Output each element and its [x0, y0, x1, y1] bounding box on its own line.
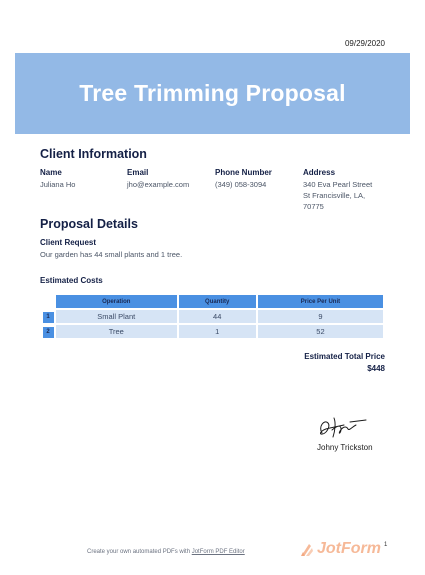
- total-price-value: $448: [367, 364, 385, 373]
- row-number-badge: 1: [43, 312, 54, 323]
- operation-cell: Tree: [56, 325, 177, 338]
- client-info-heading: Client Information: [40, 147, 147, 161]
- costs-header-row: [42, 295, 383, 308]
- jotform-logo-icon: [300, 541, 314, 557]
- quantity-cell: 44: [179, 310, 256, 323]
- price-cell: 52: [258, 325, 383, 338]
- email-label: Email: [127, 168, 149, 177]
- quantity-header: Quantity: [179, 295, 256, 308]
- signature-image: [314, 413, 374, 441]
- signer-name: Johny Trickston: [317, 443, 373, 452]
- price-cell: 9: [258, 310, 383, 323]
- operation-header: Operation: [56, 295, 177, 308]
- quantity-cell: 1: [179, 325, 256, 338]
- footer-caption: Create your own automated PDFs with: [87, 549, 192, 555]
- address-value: 340 Eva Pearl Street St Francisville, LA, 70775: [303, 180, 373, 211]
- page-number: 1: [384, 542, 388, 548]
- jotform-logo-text: JotForm: [317, 540, 381, 557]
- name-label: Name: [40, 168, 62, 177]
- price-header: Price Per Unit: [258, 295, 383, 308]
- total-price-label: Estimated Total Price: [304, 352, 385, 361]
- table-row: [42, 325, 383, 338]
- footer-text: [87, 549, 245, 555]
- table-row: [42, 310, 383, 323]
- row-number-badge: 2: [43, 327, 54, 338]
- estimated-costs-heading: Estimated Costs: [40, 276, 103, 285]
- client-request-label: Client Request: [40, 238, 97, 247]
- name-value: Juliana Ho: [40, 180, 76, 189]
- email-value: jho@example.com: [127, 180, 190, 189]
- document-date: 09/29/2020: [344, 39, 385, 48]
- client-request-text: Our garden has 44 small plants and 1 tree.: [40, 250, 183, 259]
- phone-value: (349) 058-3094: [215, 180, 267, 189]
- document-title: Tree Trimming Proposal: [79, 80, 346, 106]
- title-banner: [15, 53, 410, 134]
- operation-cell: Small Plant: [56, 310, 177, 323]
- proposal-heading: Proposal Details: [40, 217, 138, 231]
- pdf-editor-link[interactable]: JotForm PDF Editor: [191, 549, 245, 555]
- jotform-logo: [300, 540, 381, 558]
- row-number-header: [42, 295, 54, 308]
- address-label: Address: [303, 168, 336, 177]
- phone-label: Phone Number: [215, 168, 272, 177]
- costs-table: [40, 293, 385, 340]
